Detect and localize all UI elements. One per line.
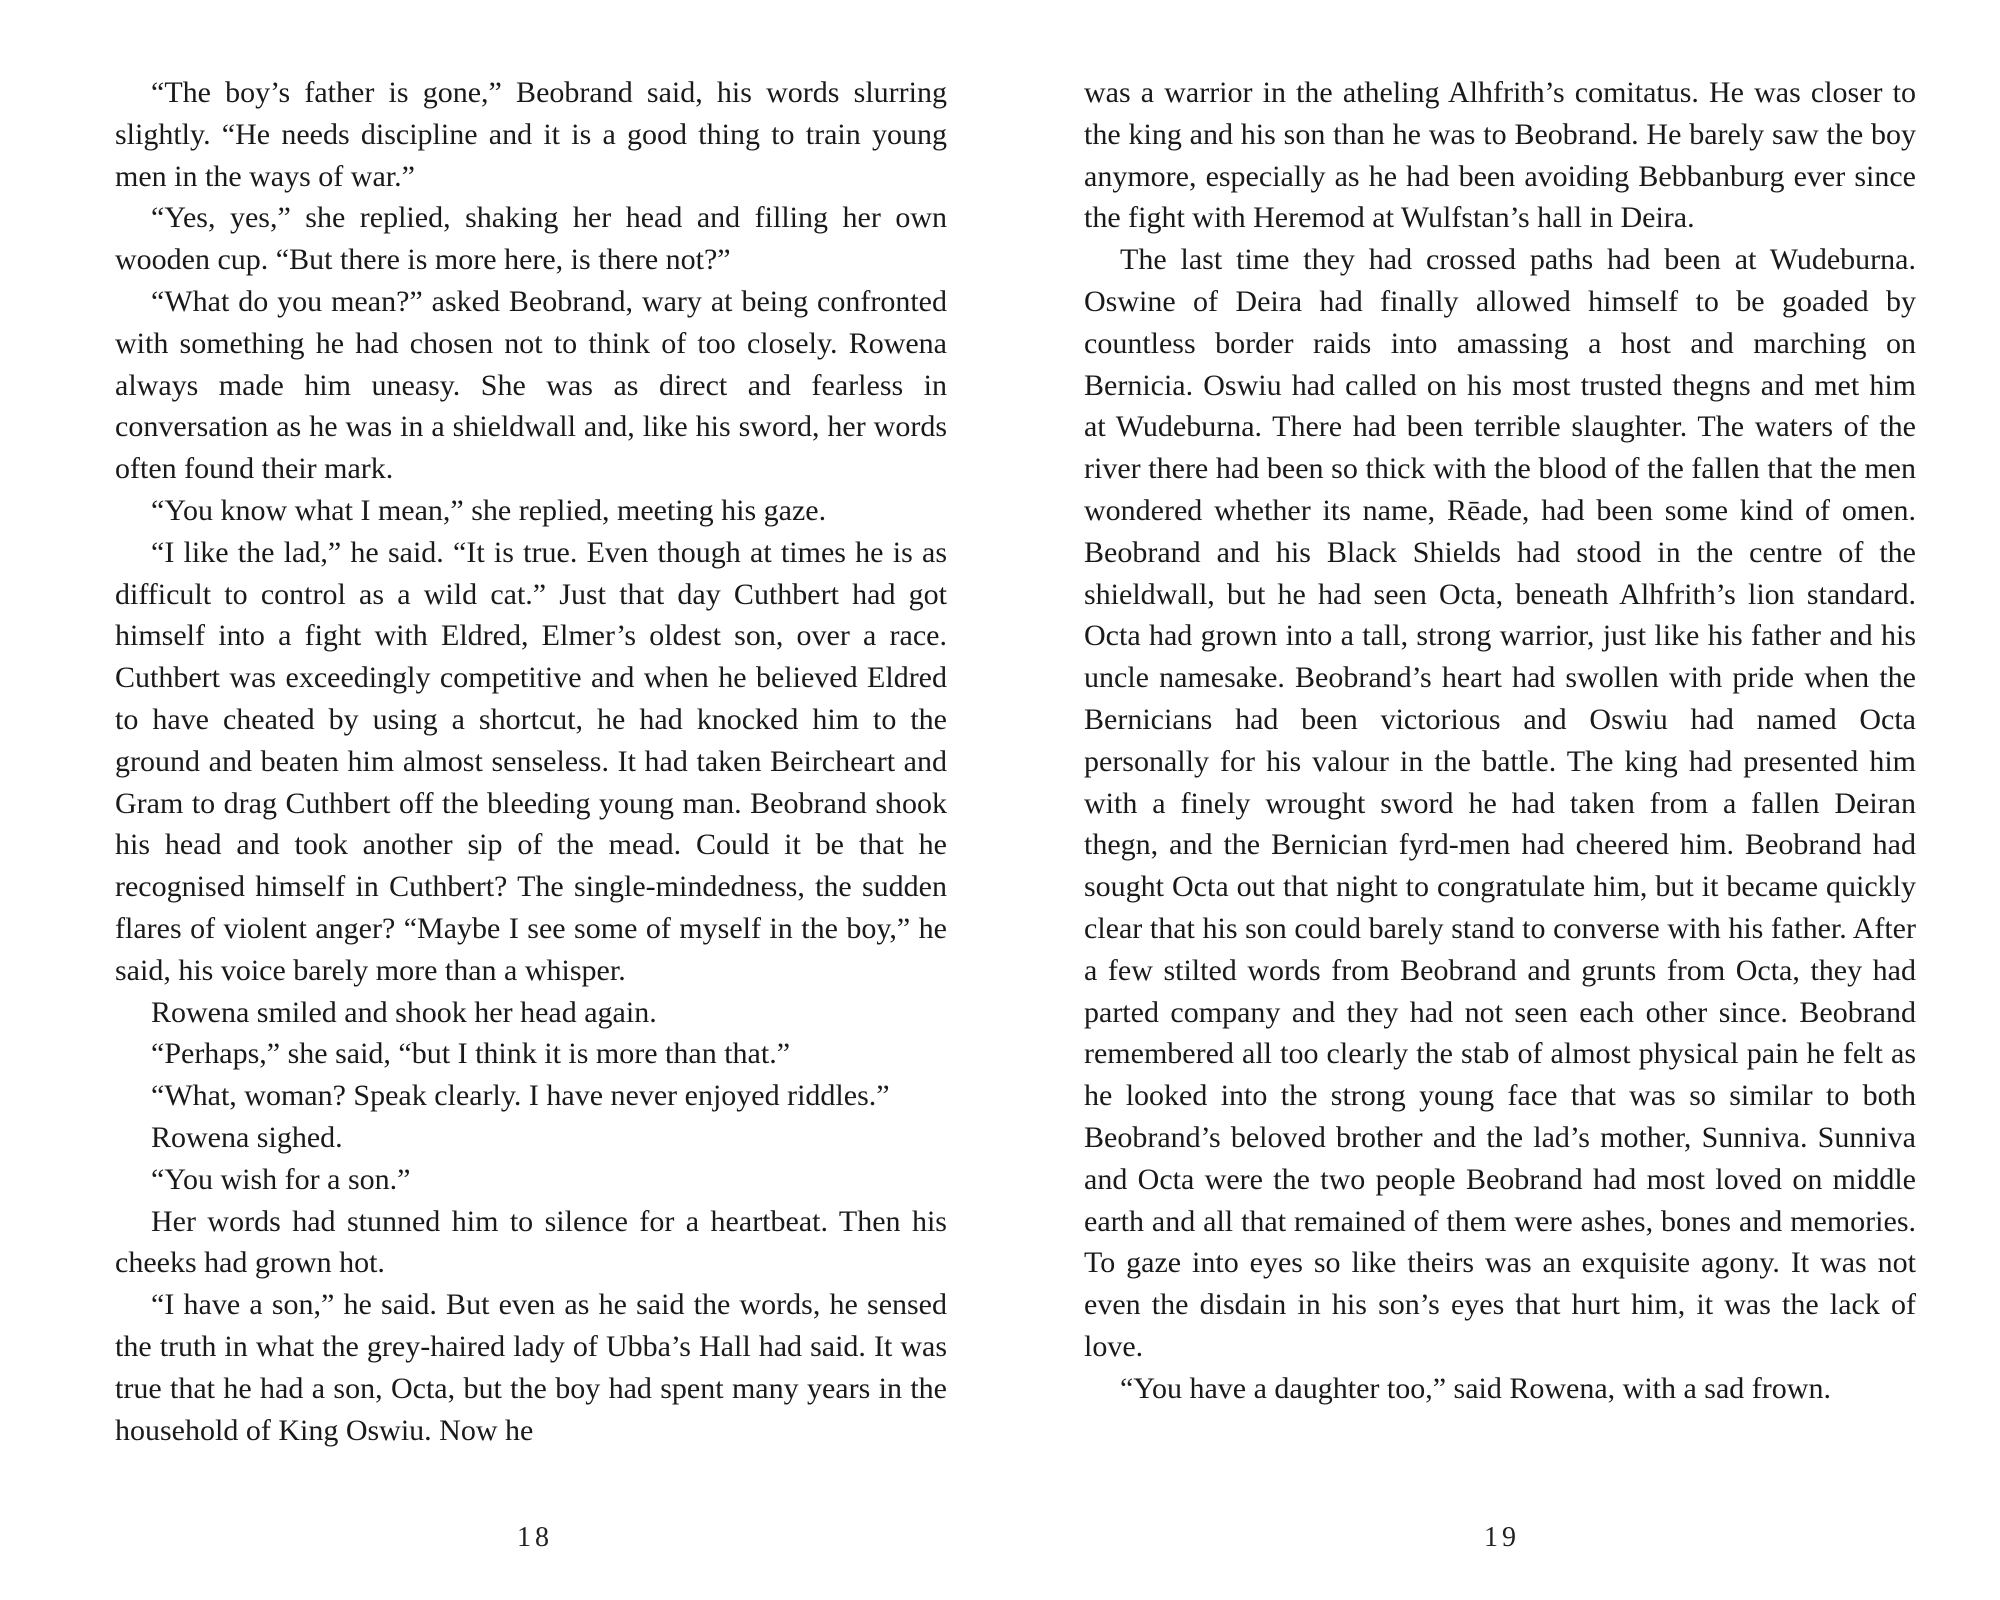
paragraph: “What do you mean?” asked Beobrand, wary at being confronted with something he had chosen not to think of too closely. Rowena always made him uneasy. She was as direct and fearless in conversation as he was in a shieldwall and, like his sword, her words often found their mark.: [115, 284, 947, 486]
paragraph: was a warrior in the atheling Alhfrith’s comitatus. He was closer to the king and his son than he was to Beobrand. He barely saw the boy anymore, especially as he had been avoiding Bebbanburg ever since the fight with Heremod at Wulfstan’s hall in Deira.: [1084, 76, 1916, 235]
paragraph: “The boy’s father is gone,” Beobrand said, his words slurring slightly. “He needs discipline and it is a good thing to train young men in the ways of war.”: [115, 76, 947, 193]
paragraph: “Perhaps,” she said, “but I think it is more than that.”: [151, 1037, 791, 1071]
paragraph: “I have a son,” he said. But even as he said the words, he sensed the truth in what the grey-haired lady of Ubba’s Hall had said. It was true that he had a son, Octa, but the boy had spent many years in the household of King Oswiu. Now he: [115, 1288, 947, 1447]
paragraph: Rowena sighed.: [151, 1120, 343, 1154]
paragraph: “You know what I mean,” she replied, meeting his gaze.: [151, 493, 827, 527]
paragraph: “What, woman? Speak clearly. I have never enjoyed riddles.”: [151, 1079, 890, 1113]
right-page-text: [1084, 72, 1916, 1410]
paragraph: Rowena smiled and shook her head again.: [151, 995, 657, 1029]
paragraph: “I like the lad,” he said. “It is true. Even though at times he is as difficult to control as a wild cat.” Just that day Cuthbert had got himself into a fight with Eldred, Elmer’s oldest son, over a race. Cuthbert was exceedingly competitive and when he believed Eldred to have cheated by using a shortcut, he had knocked him to the ground and beaten him almost senseless. It had taken Beircheart and Gram to drag Cuthbert off the bleeding young man. Beobrand shook his head and took another sip of the mead. Could it be that he recognised himself in Cuthbert? The single-mindedness, the sudden flares of violent anger? “Maybe I see some of myself in the boy,” he said, his voice barely more than a whisper.: [115, 535, 947, 987]
paragraph: Her words had stunned him to silence for a heartbeat. Then his cheeks had grown hot.: [115, 1204, 947, 1280]
page-number-right: 19: [1484, 1522, 1520, 1553]
paragraph: “You have a daughter too,” said Rowena, with a sad frown.: [1120, 1371, 1831, 1405]
paragraph: The last time they had crossed paths had been at Wudeburna. Oswine of Deira had finally allowed himself to be goaded by countless border raids into amassing a host and marching on Bernicia. Oswiu had called on his most trusted thegns and met him at Wudeburna. There had been terrible slaughter. The waters of the river there had been so thick with the blood of the fallen that the men wondered whether its name, Rēade, had been some kind of omen. Beobrand and his Black Shields had stood in the centre of the shieldwall, but he had seen Octa, beneath Alhfrith’s lion standard. Octa had grown into a tall, strong warrior, just like his father and his uncle namesake. Beobrand’s heart had swollen with pride when the Bernicians had been victorious and Oswiu had named Octa personally for his valour in the battle. The king had presented him with a finely wrought sword he had taken from a fallen Deiran thegn, and the Bernician fyrd-men had cheered him. Beobrand had sought Octa out that night to congratulate him, but it became quickly clear that his son could barely stand to converse with his father. After a few stilted words from Beobrand and grunts from Octa, they had parted company and they had not seen each other since. Beobrand remembered all too clearly the stab of almost physical pain he felt as he looked into the strong young face that was so similar to both Beobrand’s beloved brother and the lad’s mother, Sunniva. Sunniva and Octa were the two people Beobrand had most loved on middle earth and all that remained of them were ashes, bones and memories. To gaze into eyes so like theirs was an exquisite agony. It was not even the disdain in his son’s eyes that hurt him, it was the lack of love.: [1084, 243, 1916, 1363]
right-page: [1084, 72, 1916, 1410]
page-number-left: 18: [517, 1522, 553, 1553]
left-page-text: [115, 72, 947, 1451]
paragraph: “Yes, yes,” she replied, shaking her head and filling her own wooden cup. “But there is more here, is there not?”: [115, 201, 947, 277]
paragraph: “You wish for a son.”: [151, 1162, 411, 1196]
left-page: [115, 72, 947, 1451]
